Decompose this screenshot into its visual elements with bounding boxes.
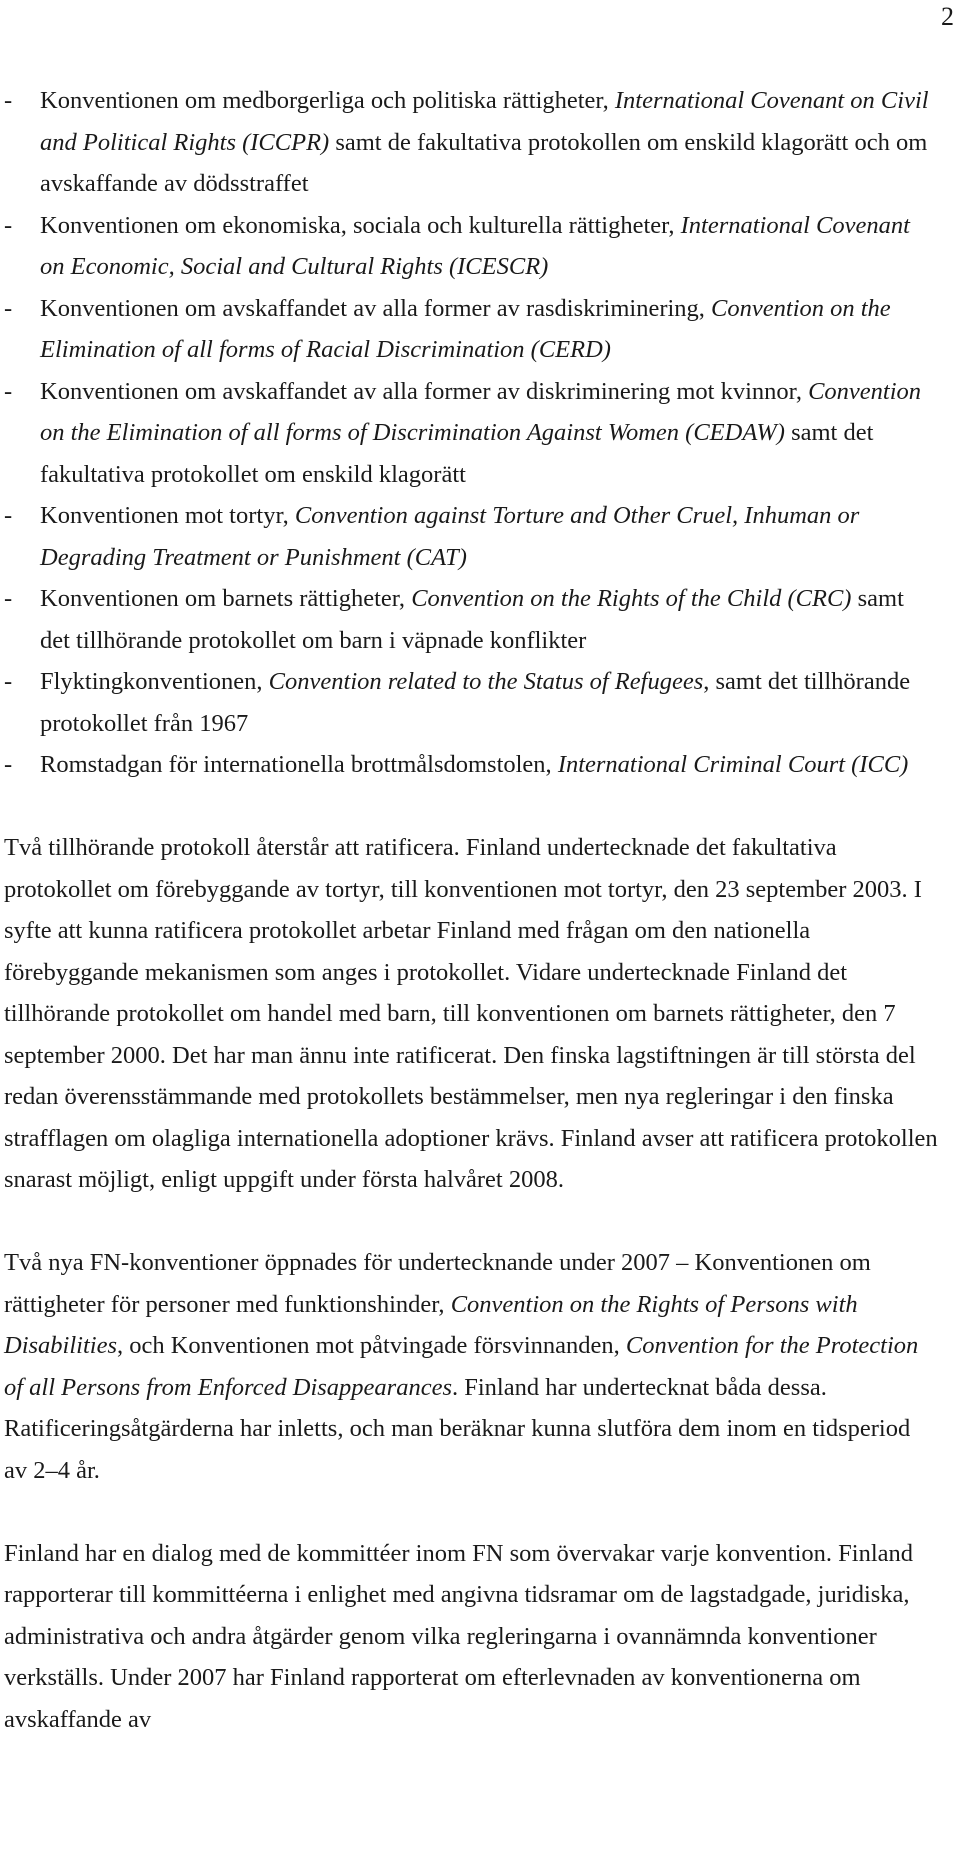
list-item <box>4 578 939 661</box>
paragraph-dialog: Finland har en dialog med de kommittéer inom FN som övervakar varje konvention. Finland rapporterar till kommittéerna i enlighet med angivna tidsramar om de lagstadgade, juridiska, administrativa och andra åtgärder genom vilka regleringarna i ovannämnda konventioner verkställs. Under 2007 har Finland rapporterat om efterlevnaden av konventionerna om avskaffande av <box>4 1539 914 1733</box>
list-item-text: Romstadgan för internationella brottmålsdomstolen, <box>40 751 558 778</box>
list-item-italic-title: International Criminal Court (ICC) <box>557 751 909 778</box>
list-item <box>4 661 939 744</box>
list-item-text-tail: samt de fakultativa protokollen om enskild klagorätt och om avskaffande av dödsstraffet <box>40 128 928 197</box>
list-item-italic-title: Convention on the Elimination of all forms of Discrimination Against Women (CEDAW) <box>40 377 922 446</box>
list-item-text: Konventionen om barnets rättigheter, <box>40 585 412 612</box>
list-item-italic-title: Convention on the Elimination of all forms of Racial Discrimination (CERD) <box>40 294 891 363</box>
list-item-italic-title: Convention on the Rights of the Child (CRC) <box>411 585 852 612</box>
list-item <box>4 371 939 496</box>
list-item-text: Konventionen om avskaffandet av alla former av diskriminering mot kvinnor, <box>40 377 809 405</box>
list-item-text: Konventionen om ekonomiska, sociala och kulturella rättigheter, <box>40 211 681 239</box>
list-item-italic-title: Convention against Torture and Other Cruel, Inhuman or Degrading Treatment or Punishment (CAT) <box>40 502 860 571</box>
page-number: 2 <box>941 2 954 31</box>
list-item-italic-title: International Covenant on Economic, Social and Cultural Rights (ICESCR) <box>40 211 910 280</box>
list-item-text: Konventionen om avskaffandet av alla former av rasdiskriminering, <box>40 294 712 322</box>
paragraph-protocols: Två tillhörande protokoll återstår att ratificera. Finland undertecknade det fakultativa protokollet om förebyggande av tortyr, till konventionen mot tortyr, den 23 september 2003. I syfte att kunna ratificera protokollet arbetar Finland med frågan om den nationella förebyggande mekanismen som anges i protokollet. Vidare undertecknade Finland det tillhörande protokollet om handel med barn, till konventionen om barnets rättigheter, den 7 september 2000. Det har man ännu inte ratificerat. Den finska lagstiftningen är till största del redan överensstämmande med protokollets bestämmelser, men nya regleringar i den finska strafflagen om olagliga internationella adoptioner krävs. Finland avser att ratificera protokollen snarast möjligt, enligt uppgift under första halvåret 2008. <box>4 834 938 1193</box>
convention-list <box>4 80 939 786</box>
convention-title-disabilities: Convention on the Rights of Persons with Disabilities <box>4 1290 858 1359</box>
list-item-italic-title: Convention related to the Status of Refugees <box>268 668 704 695</box>
paragraph-new-conventions <box>4 1242 939 1491</box>
list-dash: - <box>4 668 13 695</box>
list-dash: - <box>4 502 13 529</box>
list-item <box>4 80 939 205</box>
list-item-text: Konventionen om medborgerliga och politiska rättigheter, <box>40 87 615 114</box>
list-dash: - <box>4 377 13 405</box>
convention-title-disappearances: Convention for the Protection of all Persons from Enforced Disappearances <box>4 1332 919 1401</box>
list-item-text-tail: samt det fakultativa protokollet om enskild klagorätt <box>40 419 874 488</box>
list-item-text: Konventionen mot tortyr, <box>40 502 295 529</box>
list-item-text: Flyktingkonventionen, <box>40 668 269 695</box>
list-dash: - <box>4 294 13 322</box>
list-dash: - <box>4 751 13 778</box>
paragraph-text: Två nya FN-konventioner öppnades för undertecknande under 2007 – Konventionen om rättigheter för personer med funktionshinder, <box>4 1249 871 1318</box>
list-item <box>4 288 939 371</box>
list-item <box>4 205 939 288</box>
list-item-italic-title: International Covenant on Civil and Political Rights (ICCPR) <box>40 87 929 156</box>
list-dash: - <box>4 585 13 612</box>
document-body <box>4 80 939 1740</box>
paragraph-text: . Finland har undertecknat båda dessa. Ratificeringsåtgärderna har inletts, och man beräknar kunna slutföra dem inom en tidsperiod av 2–4 år. <box>4 1373 911 1484</box>
list-item-text-tail: , samt det tillhörande protokollet från 1967 <box>40 668 911 737</box>
list-dash: - <box>4 211 13 239</box>
list-item <box>4 744 939 786</box>
paragraph-text: , och Konventionen mot påtvingade försvinnanden, <box>116 1332 626 1359</box>
list-dash: - <box>4 87 13 114</box>
list-item <box>4 495 939 578</box>
list-item-text-tail: samt det tillhörande protokollet om barn i väpnade konflikter <box>40 585 904 654</box>
